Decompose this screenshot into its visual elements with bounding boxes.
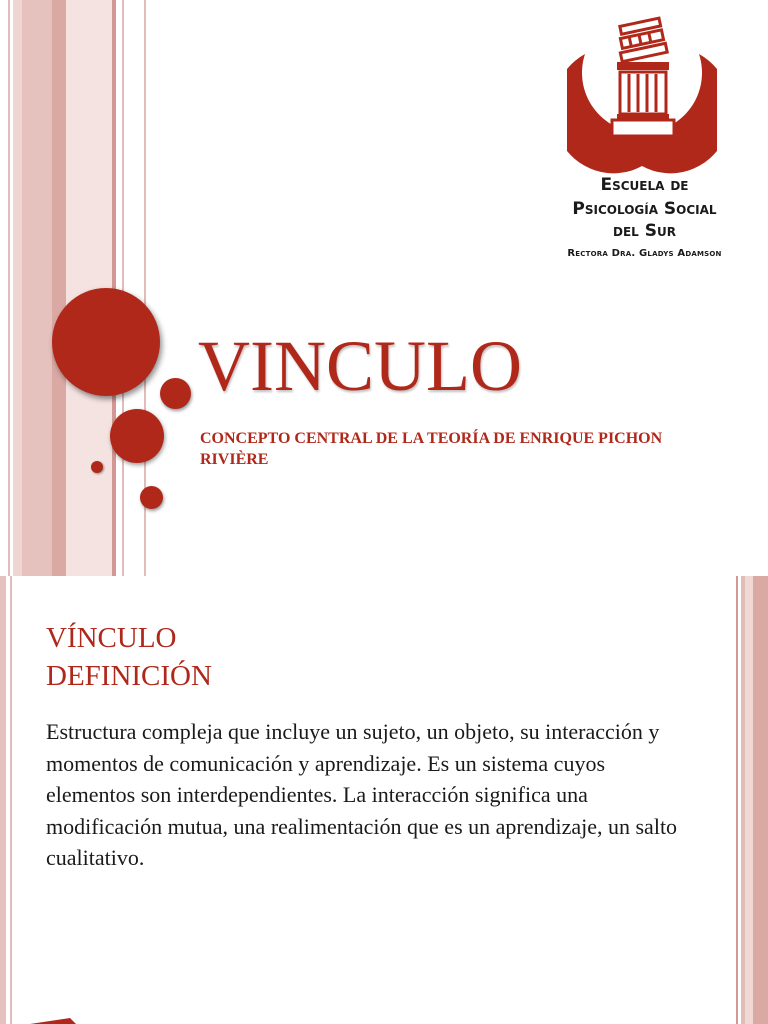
stripe-decoration [122, 0, 124, 576]
stripe-decoration [13, 0, 22, 576]
stripe-decoration [8, 0, 10, 576]
slide-subtitle: CONCEPTO CENTRAL DE LA TEORÍA DE ENRIQUE PICHON RIVIÈRE [200, 430, 663, 468]
stripe-decoration [745, 576, 753, 1024]
stripe-decoration [10, 576, 12, 1024]
school-logo [537, 10, 752, 270]
logo-rector-text: Rectora Dra. Gladys Adamson [567, 248, 722, 259]
heading-line-1: VÍNCULO [46, 622, 177, 654]
stripe-decoration [736, 576, 738, 1024]
decorative-circle-medium [110, 409, 164, 463]
stripe-decoration [22, 0, 52, 576]
logo-text-line3: del Sur [613, 221, 676, 241]
definition-text: Estructura compleja que incluye un sujeto, un objeto, su interacción y momentos de comunicación y aprendizaje. Es un sistema cuyos elementos son interdependientes. La interacción significa una modificación mutua, una realimentación que es un aprendizaje, un salto cualitativo. [46, 719, 678, 870]
decorative-circle-small [160, 378, 191, 409]
heading-line-2: DEFINICIÓN [46, 660, 212, 692]
definition-slide [0, 576, 768, 1024]
corner-decoration [30, 1016, 110, 1024]
slide-heading [46, 619, 212, 695]
decorative-circle-large [52, 288, 160, 396]
decorative-circle-small [140, 486, 163, 509]
slide-title: VINCULO [198, 326, 522, 406]
stripe-decoration [52, 0, 66, 576]
decorative-circle-tiny [91, 461, 103, 473]
logo-text-line2: Psicología Social [572, 199, 717, 219]
stripe-decoration [0, 576, 6, 1024]
column-crescent-icon [567, 14, 717, 180]
logo-text-line1: Escuela de [600, 175, 689, 195]
stripe-decoration [753, 576, 768, 1024]
